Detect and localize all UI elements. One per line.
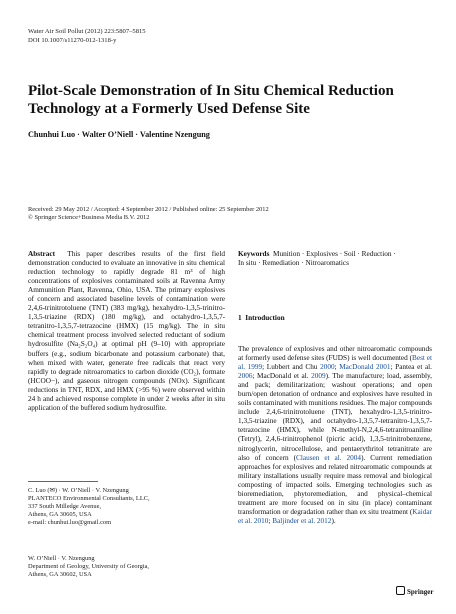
affiliation-street: 337 South Milledge Avenue, [28, 503, 102, 510]
journal-reference: Water Air Soil Pollut (2012) 223:5807–5815 [28, 28, 146, 35]
intro-text-1: The prevalence of explosives and other nitroaromatic compounds at formerly used defense sites (FUDS) is well documented ( [238, 345, 432, 363]
title-line-1: Pilot-Scale Demonstration of In Situ Chemical Reduction [28, 83, 394, 99]
intro-text-9: ). [331, 516, 336, 525]
affiliation-org: Department of Geology, University of Georgia, [28, 563, 150, 570]
citation-link[interactable]: Kaidar et al. 2010 [238, 507, 432, 525]
keywords-label: Keywords [238, 250, 270, 258]
intro-text-6: ). The manufacture; load, assembly, and pack; demilitarization; washout operations; and open burn/open detonation of ordnance and explosives have resulted in soils contaminated with munitions residues. The major compounds include 2,4,6-trinitrotoluene (TNT), hexahydro-1,3,5-trinitro-1,3,5-triazine (RDX), and octahydro-1,3,5,7-tetranitro-1,3,5,7-tetrazocine (HMX), while N-methyl-N,2,4,6-tetranitroaniline (Tetryl), 2,4,6-trinitrophenol (picric acid), 1,3,5-trinitrobenzene, nitroglycerin, nitrocellulose, and pentaerythritol tetranitrate are also of concern ( [238, 372, 432, 462]
abstract-text: This paper describes results of the first field demonstration conducted to evaluate an innovative in situ chemical reduction technology to rapidly degrade 81 m³ of high concentrations of explosives contaminated soils at Ravenna Army Ammunition Plant, Ravenna, Ohio, USA. The primary explosives of concern and associated baseline levels of contamination were 2,4,6-trinitrotoluene (TNT) (383 mg/kg), hexahydro-1,3,5-trinitro-1,3,5-triazine (RDX) (180 mg/kg), and octahydro-1,3,5,7-tetranitro-1,3,5,7-tetrazocine (HMX) (15 mg/kg). The in situ chemical treatment process involved selected reductant of sodium hydrosulfite (Na₂S₂O₄) at optimal pH (9–10) with appropriate buffers (e.g., sodium bicarbonate and potassium carbonate) that, when mixed with water, generate free radicals that react very rapidly to degrade nitroaromatics to carbon dioxide (CO₂), formate (HCOO−), and gaseous nitrogen compounds (NOx). Significant reductions in TNT, RDX, and HMX (>95 %) were observed within 24 h and achieved response complete in under 2 weeks after in situ application of the buffered sodium hydrosulfite. [28, 250, 225, 412]
dates-line: Received: 29 May 2012 / Accepted: 4 September 2012 / Published online: 25 September 2012 [28, 206, 269, 213]
intro-text-2: ; Lubbert and Chu [262, 363, 321, 372]
citation-link[interactable]: Best et al. 1999 [238, 354, 432, 372]
intro-text-7: ). Current remediation approaches for explosives and related nitroaromatic compounds at military installations usually require mass removal and biological composting of impacted soils. Emerging technologies such as bioremediation, phytoremediation, and physical–chemical treatment are more focused on in situ (in place) contaminant transformation or degradation rather than ex situ treatment ( [238, 453, 433, 516]
publisher-logo [396, 586, 433, 596]
affiliation-1 [28, 487, 150, 527]
intro-text-4: ; Pantea et al. [390, 363, 432, 372]
affiliation-org: PLANTECO Environmental Consultants, LLC, [28, 495, 150, 502]
springer-horse-icon [396, 586, 405, 595]
citation-link[interactable]: Clausen et al. 2004 [296, 453, 362, 462]
doi[interactable]: DOI 10.1007/s11270-012-1318-y [28, 37, 117, 44]
affiliation-city: Athens, GA 30605, USA [28, 511, 92, 518]
keywords-line-1: Munition · Explosives · Soil · Reduction · [273, 250, 396, 258]
section-number: 1 [238, 314, 242, 322]
copyright-line: © Springer Science+Business Media B.V. 2012 [28, 214, 150, 222]
affiliation-names: W. O’Niell · V. Nzengung [28, 555, 95, 562]
author-list: Chunhui Luo · Walter O’Niell · Valentine Nzengung [28, 130, 210, 139]
citation-link[interactable]: 2009 [311, 372, 326, 381]
intro-text-8: ; [268, 516, 273, 525]
section-heading-introduction [238, 314, 285, 322]
introduction-text [238, 345, 432, 526]
keywords [238, 250, 432, 268]
abstract-label: Abstract [28, 250, 55, 258]
citation-link[interactable]: MacDonald 2001 [339, 363, 391, 372]
article-title [28, 82, 428, 118]
affiliation-2 [28, 555, 149, 579]
keywords-line-2: In situ · Remediation · Nitroaromatics [238, 259, 349, 268]
section-title: Introduction [245, 314, 285, 322]
citation-link[interactable]: 2000 [320, 363, 335, 372]
citation-link[interactable]: Baljinder et al. 2012 [272, 516, 332, 525]
footnote-divider [28, 481, 98, 482]
affiliation-names: C. Luo (✉) · W. O’Niell · V. Nzengung [28, 487, 129, 494]
publication-dates [28, 206, 428, 222]
intro-text-3: ; [334, 363, 340, 372]
abstract [28, 250, 225, 413]
citation-link[interactable]: 2006 [238, 372, 253, 381]
affiliation-city: Athens, GA 30602, USA [28, 571, 92, 578]
title-line-2: Technology at a Formerly Used Defense Site [28, 101, 310, 117]
author-email[interactable]: e-mail: chunhui.luo@gmail.com [28, 519, 112, 526]
publisher-name: Springer [407, 588, 434, 596]
intro-text-5: ; MacDonald et al. [252, 372, 312, 381]
